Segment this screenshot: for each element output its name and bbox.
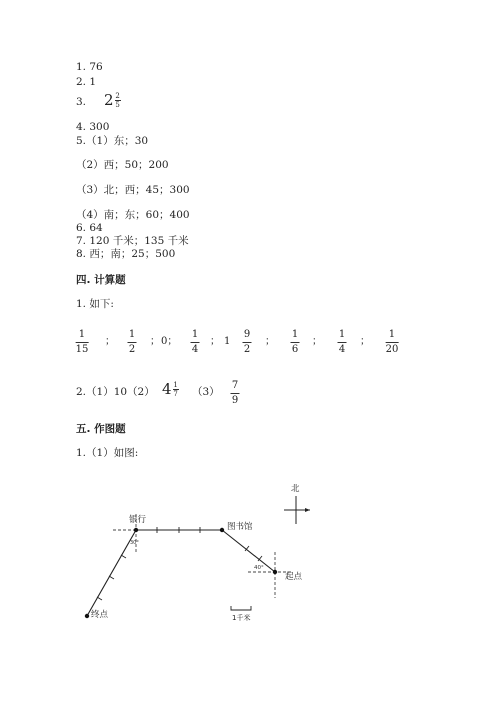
answer-4: 4. 300 <box>76 121 110 133</box>
fraction-5 <box>291 329 300 356</box>
mixed-whole: 2 <box>104 91 114 109</box>
answer-5-3: （3）北；西；45；300 <box>76 184 190 196</box>
fraction-numerator: 1 <box>191 329 199 340</box>
compass-arrow-icon <box>305 508 310 512</box>
angle-40-label: 40° <box>254 565 264 571</box>
fraction-3 <box>191 329 200 356</box>
fraction-numerator: 1 <box>338 329 346 340</box>
fraction-denominator: 15 <box>75 344 89 355</box>
answer-5-2: （2）西；50；200 <box>76 159 169 171</box>
separator: ； <box>312 336 322 347</box>
fraction-6 <box>338 329 347 356</box>
fraction-4 <box>243 329 252 356</box>
route-ticks <box>97 527 262 600</box>
answer-8: 8. 西；南；25；500 <box>76 248 176 260</box>
angle-30-label: 30° <box>130 540 139 546</box>
section-5-q1-label: 1.（1）如图: <box>76 447 139 459</box>
fraction-numerator: 1 <box>128 329 136 340</box>
section-5-title: 五. 作图题 <box>76 423 126 435</box>
q2-mixed-number <box>162 381 179 398</box>
q2-fraction-3 <box>231 380 240 407</box>
end-label: 终点 <box>91 610 109 620</box>
tick <box>258 556 262 561</box>
fraction-2 <box>128 329 137 356</box>
start-point <box>273 570 277 574</box>
library-point <box>220 528 224 532</box>
fraction-denominator: 6 <box>291 344 299 355</box>
answer-6: 6. 64 <box>76 222 103 234</box>
fraction-denominator: 7 <box>173 390 178 398</box>
start-label: 起点 <box>285 572 303 582</box>
tick <box>97 597 102 600</box>
mixed-fraction <box>115 92 121 109</box>
fraction-bar <box>338 342 347 343</box>
library-label: 图书馆 <box>227 522 253 532</box>
fraction-denominator: 20 <box>385 344 399 355</box>
fraction-denominator: 9 <box>231 395 239 406</box>
tick <box>109 576 114 579</box>
fraction-bar <box>386 342 399 343</box>
answer-7: 7. 120 千米；135 千米 <box>76 235 189 247</box>
tick <box>121 555 126 558</box>
separator: ； <box>210 336 220 347</box>
bank-label: 银行 <box>129 515 147 525</box>
fraction-numerator: 7 <box>231 380 239 391</box>
mixed-fraction <box>173 381 179 398</box>
section-4-title: 四. 计算题 <box>76 274 126 286</box>
fraction-numerator: 9 <box>243 329 251 340</box>
fraction-numerator: 1 <box>388 329 396 340</box>
fraction-bar <box>191 342 200 343</box>
tick <box>245 546 249 551</box>
answer-3-mixed-number <box>104 92 121 109</box>
fraction-denominator: 2 <box>128 344 136 355</box>
fraction-numerator: 1 <box>291 329 299 340</box>
scale-label: 1千米 <box>232 614 251 622</box>
compass <box>284 496 310 524</box>
scale-bar <box>231 606 251 610</box>
answer-2: 2. 1 <box>76 76 97 88</box>
answer-1: 1. 76 <box>76 61 103 73</box>
answer-5-1: 5.（1）东；30 <box>76 135 149 147</box>
bank-point <box>134 528 138 532</box>
fraction-denominator: 4 <box>191 344 199 355</box>
q2-part3-label: （3） <box>192 386 220 398</box>
fraction-numerator: 1 <box>78 329 86 340</box>
separator: ； <box>150 336 160 347</box>
section-4-q2-prefix: 2.（1）10（2） <box>76 386 155 398</box>
fraction-1 <box>76 329 89 356</box>
fraction-denominator: 4 <box>338 344 346 355</box>
end-point <box>85 614 89 618</box>
separator: ； <box>265 336 275 347</box>
zero-separator: 0； <box>161 336 178 347</box>
fraction-bar <box>291 342 300 343</box>
mixed-whole: 4 <box>162 380 172 398</box>
fraction-denominator: 2 <box>243 344 251 355</box>
answer-3-label: 3. <box>76 96 87 108</box>
fraction-bar <box>76 342 89 343</box>
fraction-bar <box>243 342 252 343</box>
section-4-q1-label: 1. 如下: <box>76 298 114 310</box>
fraction-bar <box>128 342 137 343</box>
separator: ； <box>105 336 115 347</box>
fraction-7 <box>386 329 399 356</box>
fraction-bar <box>231 393 240 394</box>
fraction-denominator: 5 <box>115 101 120 109</box>
north-label: 北 <box>291 484 300 494</box>
fraction-numerator: 2 <box>115 92 120 100</box>
route-path <box>87 530 275 616</box>
one-value: 1 <box>224 336 231 347</box>
separator: ； <box>360 336 370 347</box>
fraction-numerator: 1 <box>173 381 178 389</box>
answer-5-4: （4）南；东；60；400 <box>76 209 190 221</box>
